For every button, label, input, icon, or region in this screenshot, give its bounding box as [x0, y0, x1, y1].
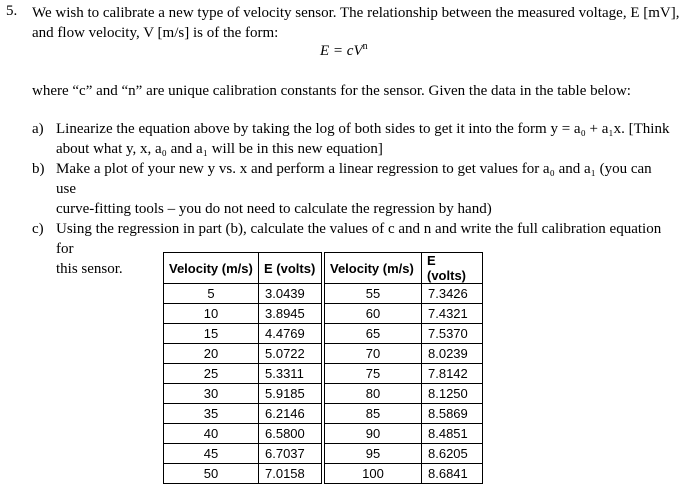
table-row	[164, 444, 483, 464]
cell-velocity: 45	[164, 444, 259, 464]
cell-velocity: 5	[164, 284, 259, 304]
cell-velocity: 35	[164, 404, 259, 424]
part-label: a)	[32, 121, 44, 137]
cell-voltage: 6.5800	[259, 424, 322, 444]
part-label: b)	[32, 161, 45, 177]
calibration-data-table	[163, 252, 483, 484]
cell-voltage: 4.4769	[259, 324, 322, 344]
problem-number: 5.	[6, 3, 18, 19]
cell-voltage: 8.5869	[422, 404, 483, 424]
cell-voltage: 6.2146	[259, 404, 322, 424]
table-row	[164, 464, 483, 484]
cell-voltage: 5.3311	[259, 364, 322, 384]
header-velocity-2: Velocity (m/s)	[325, 253, 422, 284]
cell-voltage: 5.0722	[259, 344, 322, 364]
problem-intro	[32, 3, 680, 43]
cell-velocity: 75	[325, 364, 422, 384]
cell-voltage: 7.0158	[259, 464, 322, 484]
cell-voltage: 8.6205	[422, 444, 483, 464]
header-voltage-1: E (volts)	[259, 253, 322, 284]
cell-velocity: 60	[325, 304, 422, 324]
cell-voltage: 7.5370	[422, 324, 483, 344]
table-body	[164, 284, 483, 484]
part-a	[32, 119, 672, 159]
cell-voltage: 3.0439	[259, 284, 322, 304]
part-line: Using the regression in part (b), calculate the values of c and n and write the full calibration equation for	[56, 221, 662, 257]
cell-voltage: 7.4321	[422, 304, 483, 324]
cell-velocity: 10	[164, 304, 259, 324]
cell-voltage: 7.8142	[422, 364, 483, 384]
table-row	[164, 304, 483, 324]
cell-velocity: 30	[164, 384, 259, 404]
cell-velocity: 70	[325, 344, 422, 364]
problem-statement	[6, 3, 680, 43]
part-line: about what y, x, a₀ and a₁ will be in this new equation]	[56, 141, 383, 157]
where-text: where “c” and “n” are unique calibration constants for the sensor. Given the data in the table below:	[32, 83, 631, 99]
table-header-row	[164, 253, 483, 284]
table-row	[164, 324, 483, 344]
cell-velocity: 85	[325, 404, 422, 424]
cell-voltage: 8.1250	[422, 384, 483, 404]
header-voltage-2: E (volts)	[422, 253, 483, 284]
equation-exponent: n	[362, 41, 368, 52]
part-line: this sensor.	[56, 261, 123, 277]
cell-velocity: 15	[164, 324, 259, 344]
table-row	[164, 384, 483, 404]
part-line: curve-fitting tools – you do not need to calculate the regression by hand)	[56, 201, 492, 217]
equation-body: E = cV	[320, 43, 363, 59]
cell-voltage: 6.7037	[259, 444, 322, 464]
cell-velocity: 95	[325, 444, 422, 464]
table-row	[164, 284, 483, 304]
header-velocity-1: Velocity (m/s)	[164, 253, 259, 284]
cell-velocity: 50	[164, 464, 259, 484]
part-b	[32, 159, 672, 219]
part-label: c)	[32, 221, 44, 237]
cell-voltage: 8.4851	[422, 424, 483, 444]
cell-velocity: 55	[325, 284, 422, 304]
cell-voltage: 8.0239	[422, 344, 483, 364]
cell-velocity: 100	[325, 464, 422, 484]
part-line: Make a plot of your new y vs. x and perform a linear regression to get values for a₀ and a₁ (you can use	[56, 161, 652, 197]
cell-voltage: 3.8945	[259, 304, 322, 324]
cell-velocity: 25	[164, 364, 259, 384]
equation	[320, 41, 368, 60]
cell-velocity: 90	[325, 424, 422, 444]
table-row	[164, 364, 483, 384]
intro-line-2: and flow velocity, V [m/s] is of the form:	[32, 25, 279, 41]
cell-velocity: 65	[325, 324, 422, 344]
table-row	[164, 404, 483, 424]
table-row	[164, 344, 483, 364]
intro-line-1: We wish to calibrate a new type of velocity sensor. The relationship between the measured voltage, E [mV],	[32, 5, 680, 21]
cell-voltage: 5.9185	[259, 384, 322, 404]
cell-velocity: 20	[164, 344, 259, 364]
table-row	[164, 424, 483, 444]
part-line: Linearize the equation above by taking the log of both sides to get it into the form y = a₀ + a₁x. [Think	[56, 121, 670, 137]
cell-voltage: 8.6841	[422, 464, 483, 484]
cell-voltage: 7.3426	[422, 284, 483, 304]
cell-velocity: 80	[325, 384, 422, 404]
cell-velocity: 40	[164, 424, 259, 444]
